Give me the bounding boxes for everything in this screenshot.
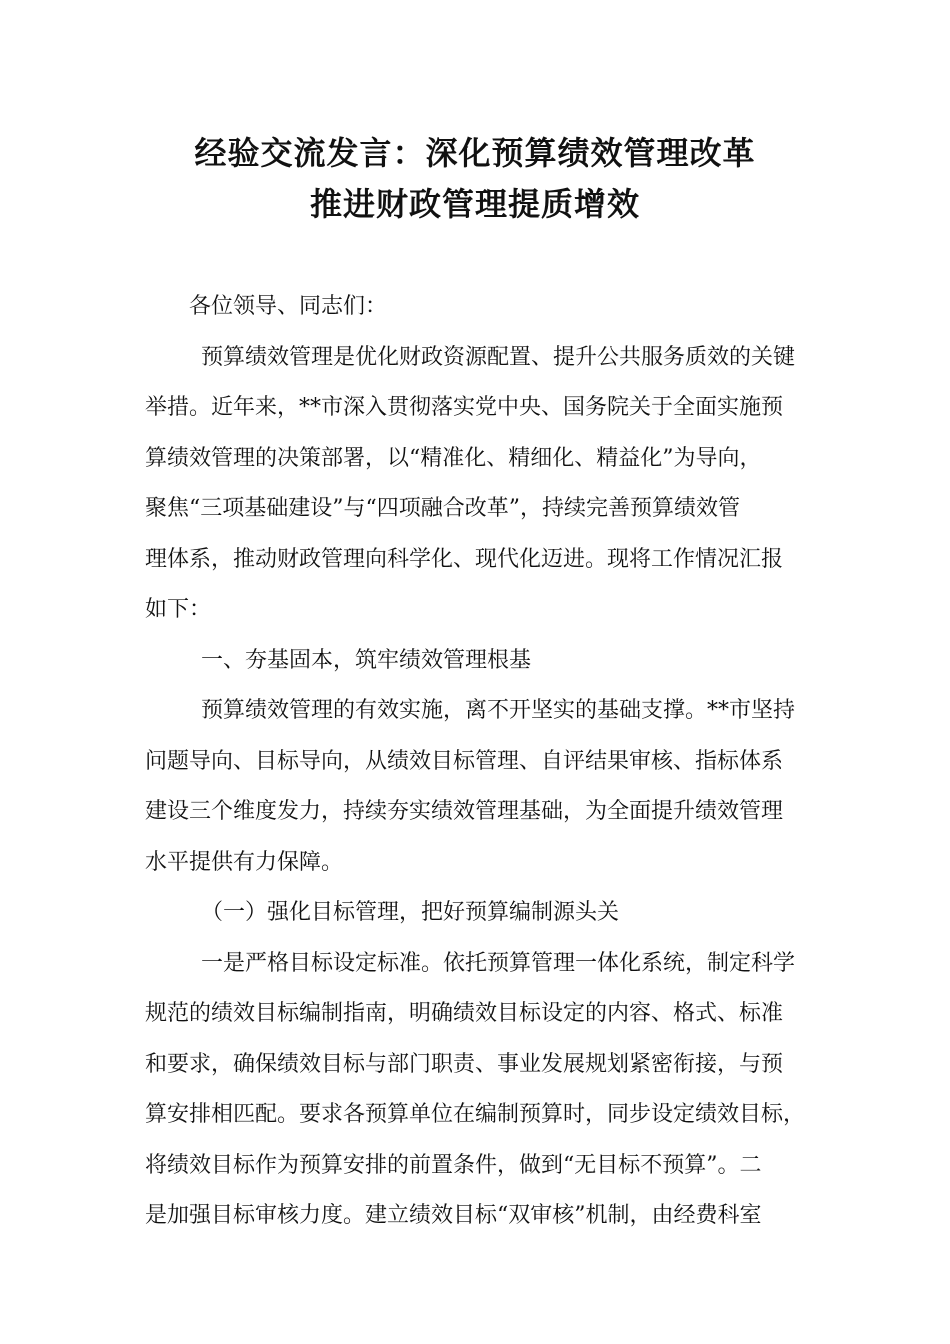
paragraph-line: 水平提供有力保障。 bbox=[145, 849, 344, 875]
paragraph-line: 如下： bbox=[145, 597, 212, 622]
document-body bbox=[145, 282, 821, 1242]
paragraph-line: 和要求，确保绩效目标与部门职责、事业发展规划紧密衔接，与预 bbox=[145, 1051, 784, 1077]
paragraph-line: 聚焦“三项基础建设”与“四项融合改革”，持续完善预算绩效管 bbox=[145, 496, 740, 521]
subsection-heading: （一）强化目标管理，把好预算编制源头关 bbox=[201, 900, 620, 925]
paragraph-line: 建设三个维度发力，持续夯实绩效管理基础，为全面提升绩效管理 bbox=[145, 799, 784, 824]
paragraph-line: 将绩效目标作为预算安排的前置条件，做到“无目标不预算”。二 bbox=[145, 1152, 762, 1178]
paragraph-line: 理体系，推动财政管理向科学化、现代化迈进。现将工作情况汇报 bbox=[145, 546, 784, 572]
document-title-line-2: 推进财政管理提质增效 bbox=[309, 185, 640, 223]
section-heading: 一、夯基固本，筑牢绩效管理根基 bbox=[201, 647, 532, 673]
paragraph-line: 规范的绩效目标编制指南，明确绩效目标设定的内容、格式、标准 bbox=[145, 1001, 784, 1026]
paragraph-line: 算安排相匹配。要求各预算单位在编制预算时，同步设定绩效目标， bbox=[145, 1102, 806, 1127]
paragraph-line: 举措。近年来，**市深入贯彻落实党中央、国务院关于全面实施预 bbox=[145, 395, 784, 420]
paragraph-line: 预算绩效管理的有效实施，离不开坚实的基础支撑。**市坚持 bbox=[201, 698, 796, 723]
paragraph-line: 是加强目标审核力度。建立绩效目标“双审核”机制，由经费科室 bbox=[145, 1203, 762, 1228]
salutation: 各位领导、同志们： bbox=[189, 294, 388, 319]
paragraph-line: 预算绩效管理是优化财政资源配置、提升公共服务质效的关键 bbox=[201, 344, 796, 370]
paragraph-line: 一是严格目标设定标准。依托预算管理一体化系统，制定科学 bbox=[201, 950, 796, 976]
paragraph-line: 问题导向、目标导向，从绩效目标管理、自评结果审核、指标体系 bbox=[145, 748, 784, 774]
paragraph-line: 算绩效管理的决策部署，以“精准化、精细化、精益化”为导向， bbox=[145, 445, 762, 471]
document-title-line-1: 经验交流发言：深化预算绩效管理改革 bbox=[194, 134, 756, 172]
